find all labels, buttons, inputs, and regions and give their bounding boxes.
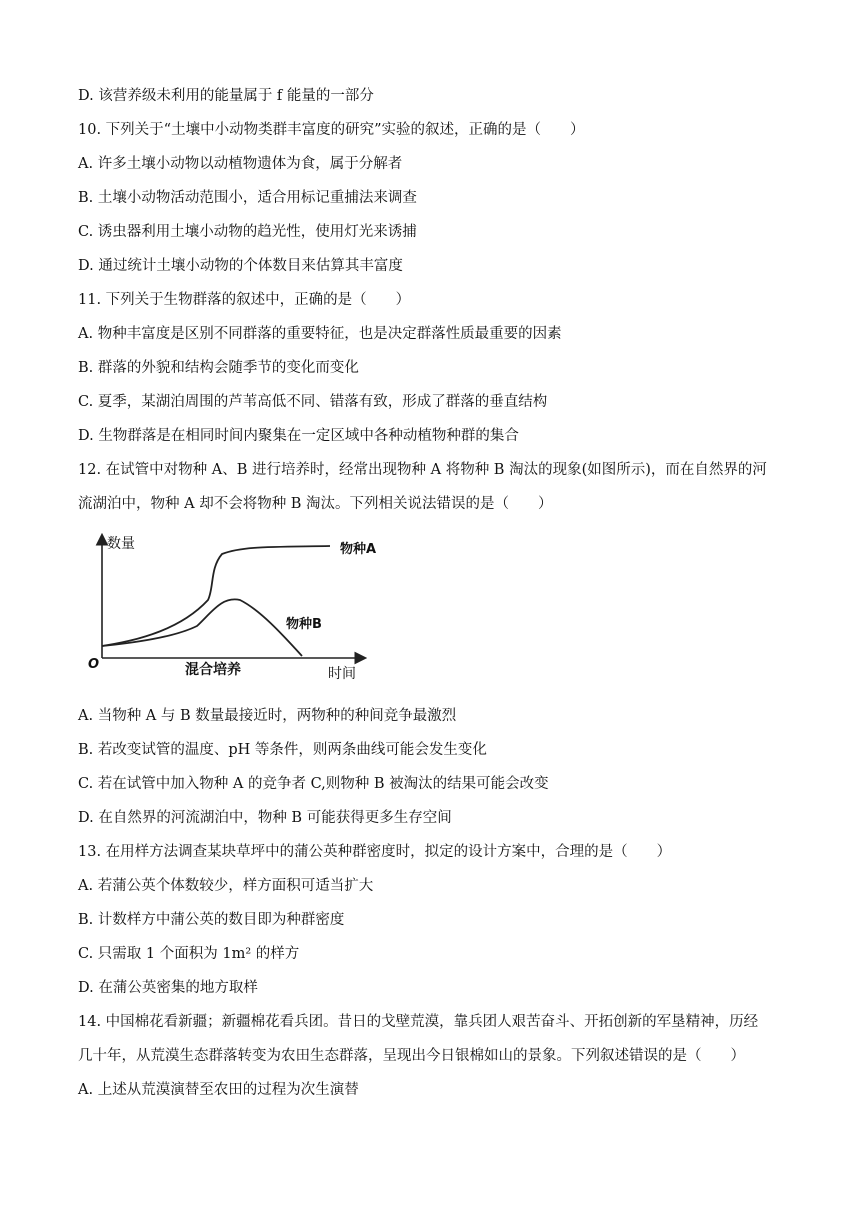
competition-curve-svg [82,528,377,688]
competition-curve-figure [82,528,377,688]
species-b-curve [102,599,302,656]
question-11-option-a: A. 物种丰富度是区别不同群落的重要特征，也是决定群落性质最重要的因素 [78,326,562,342]
question-14-stem-line-2: 几十年，从荒漠生态群落转变为农田生态群落，呈现出今日银棉如山的景象。下列叙述错误的是（ ） [78,1048,745,1064]
origin-label: O [88,657,100,672]
question-10-option-c: C. 诱虫器利用土壤小动物的趋光性，使用灯光来诱捕 [78,224,417,240]
figure-caption: 混合培养 [185,662,241,678]
y-axis-label: 数量 [107,536,135,552]
question-13-option-a: A. 若蒲公英个体数较少，样方面积可适当扩大 [78,878,374,894]
question-11-option-b: B. 群落的外貌和结构会随季节的变化而变化 [78,360,359,376]
question-11-stem: 11. 下列关于生物群落的叙述中，正确的是（ ） [78,292,411,308]
question-13-stem: 13. 在用样方法调查某块草坪中的蒲公英种群密度时，拟定的设计方案中，合理的是（ ） [78,844,672,860]
question-12-option-d: D. 在自然界的河流湖泊中，物种 B 可能获得更多生存空间 [78,810,452,826]
question-12-option-a: A. 当物种 A 与 B 数量最接近时，两物种的种间竞争最激烈 [78,708,457,724]
question-12-stem-line-2: 流湖泊中，物种 A 却不会将物种 B 淘汰。下列相关说法错误的是（ ） [78,496,553,512]
question-12-stem-line-1: 12. 在试管中对物种 A、B 进行培养时，经常出现物种 A 将物种 B 淘汰的现象(如图所示)，而在自然界的河 [78,462,767,478]
question-13-option-c: C. 只需取 1 个面积为 1m² 的样方 [78,946,300,962]
question-10-option-b: B. 土壤小动物活动范围小，适合用标记重捕法来调查 [78,190,417,206]
question-12-option-b: B. 若改变试管的温度、pH 等条件，则两条曲线可能会发生变化 [78,742,487,758]
question-13-option-d: D. 在蒲公英密集的地方取样 [78,980,258,996]
species-b-label: 物种B [286,617,322,632]
question-9-option-d: D. 该营养级未利用的能量属于 f 能量的一部分 [78,88,374,104]
question-13-option-b: B. 计数样方中蒲公英的数目即为种群密度 [78,912,345,928]
species-a-label: 物种A [340,542,377,557]
question-10-option-d: D. 通过统计土壤小动物的个体数目来估算其丰富度 [78,258,403,274]
question-11-option-c: C. 夏季，某湖泊周围的芦苇高低不同、错落有致，形成了群落的垂直结构 [78,394,548,410]
question-11-option-d: D. 生物群落是在相同时间内聚集在一定区域中各种动植物种群的集合 [78,428,519,444]
question-14-stem-line-1: 14. 中国棉花看新疆；新疆棉花看兵团。昔日的戈壁荒漠，靠兵团人艰苦奋斗、开拓创新的军垦精神，历经 [78,1014,759,1030]
question-14-option-a: A. 上述从荒漠演替至农田的过程为次生演替 [78,1082,359,1098]
question-12-option-c: C. 若在试管中加入物种 A 的竞争者 C,则物种 B 被淘汰的结果可能会改变 [78,776,549,792]
question-10-stem: 10. 下列关于“土壤中小动物类群丰富度的研究”实验的叙述，正确的是（ ） [78,122,585,138]
question-10-option-a: A. 许多土壤小动物以动植物遗体为食，属于分解者 [78,156,403,172]
x-axis-label: 时间 [328,666,356,682]
